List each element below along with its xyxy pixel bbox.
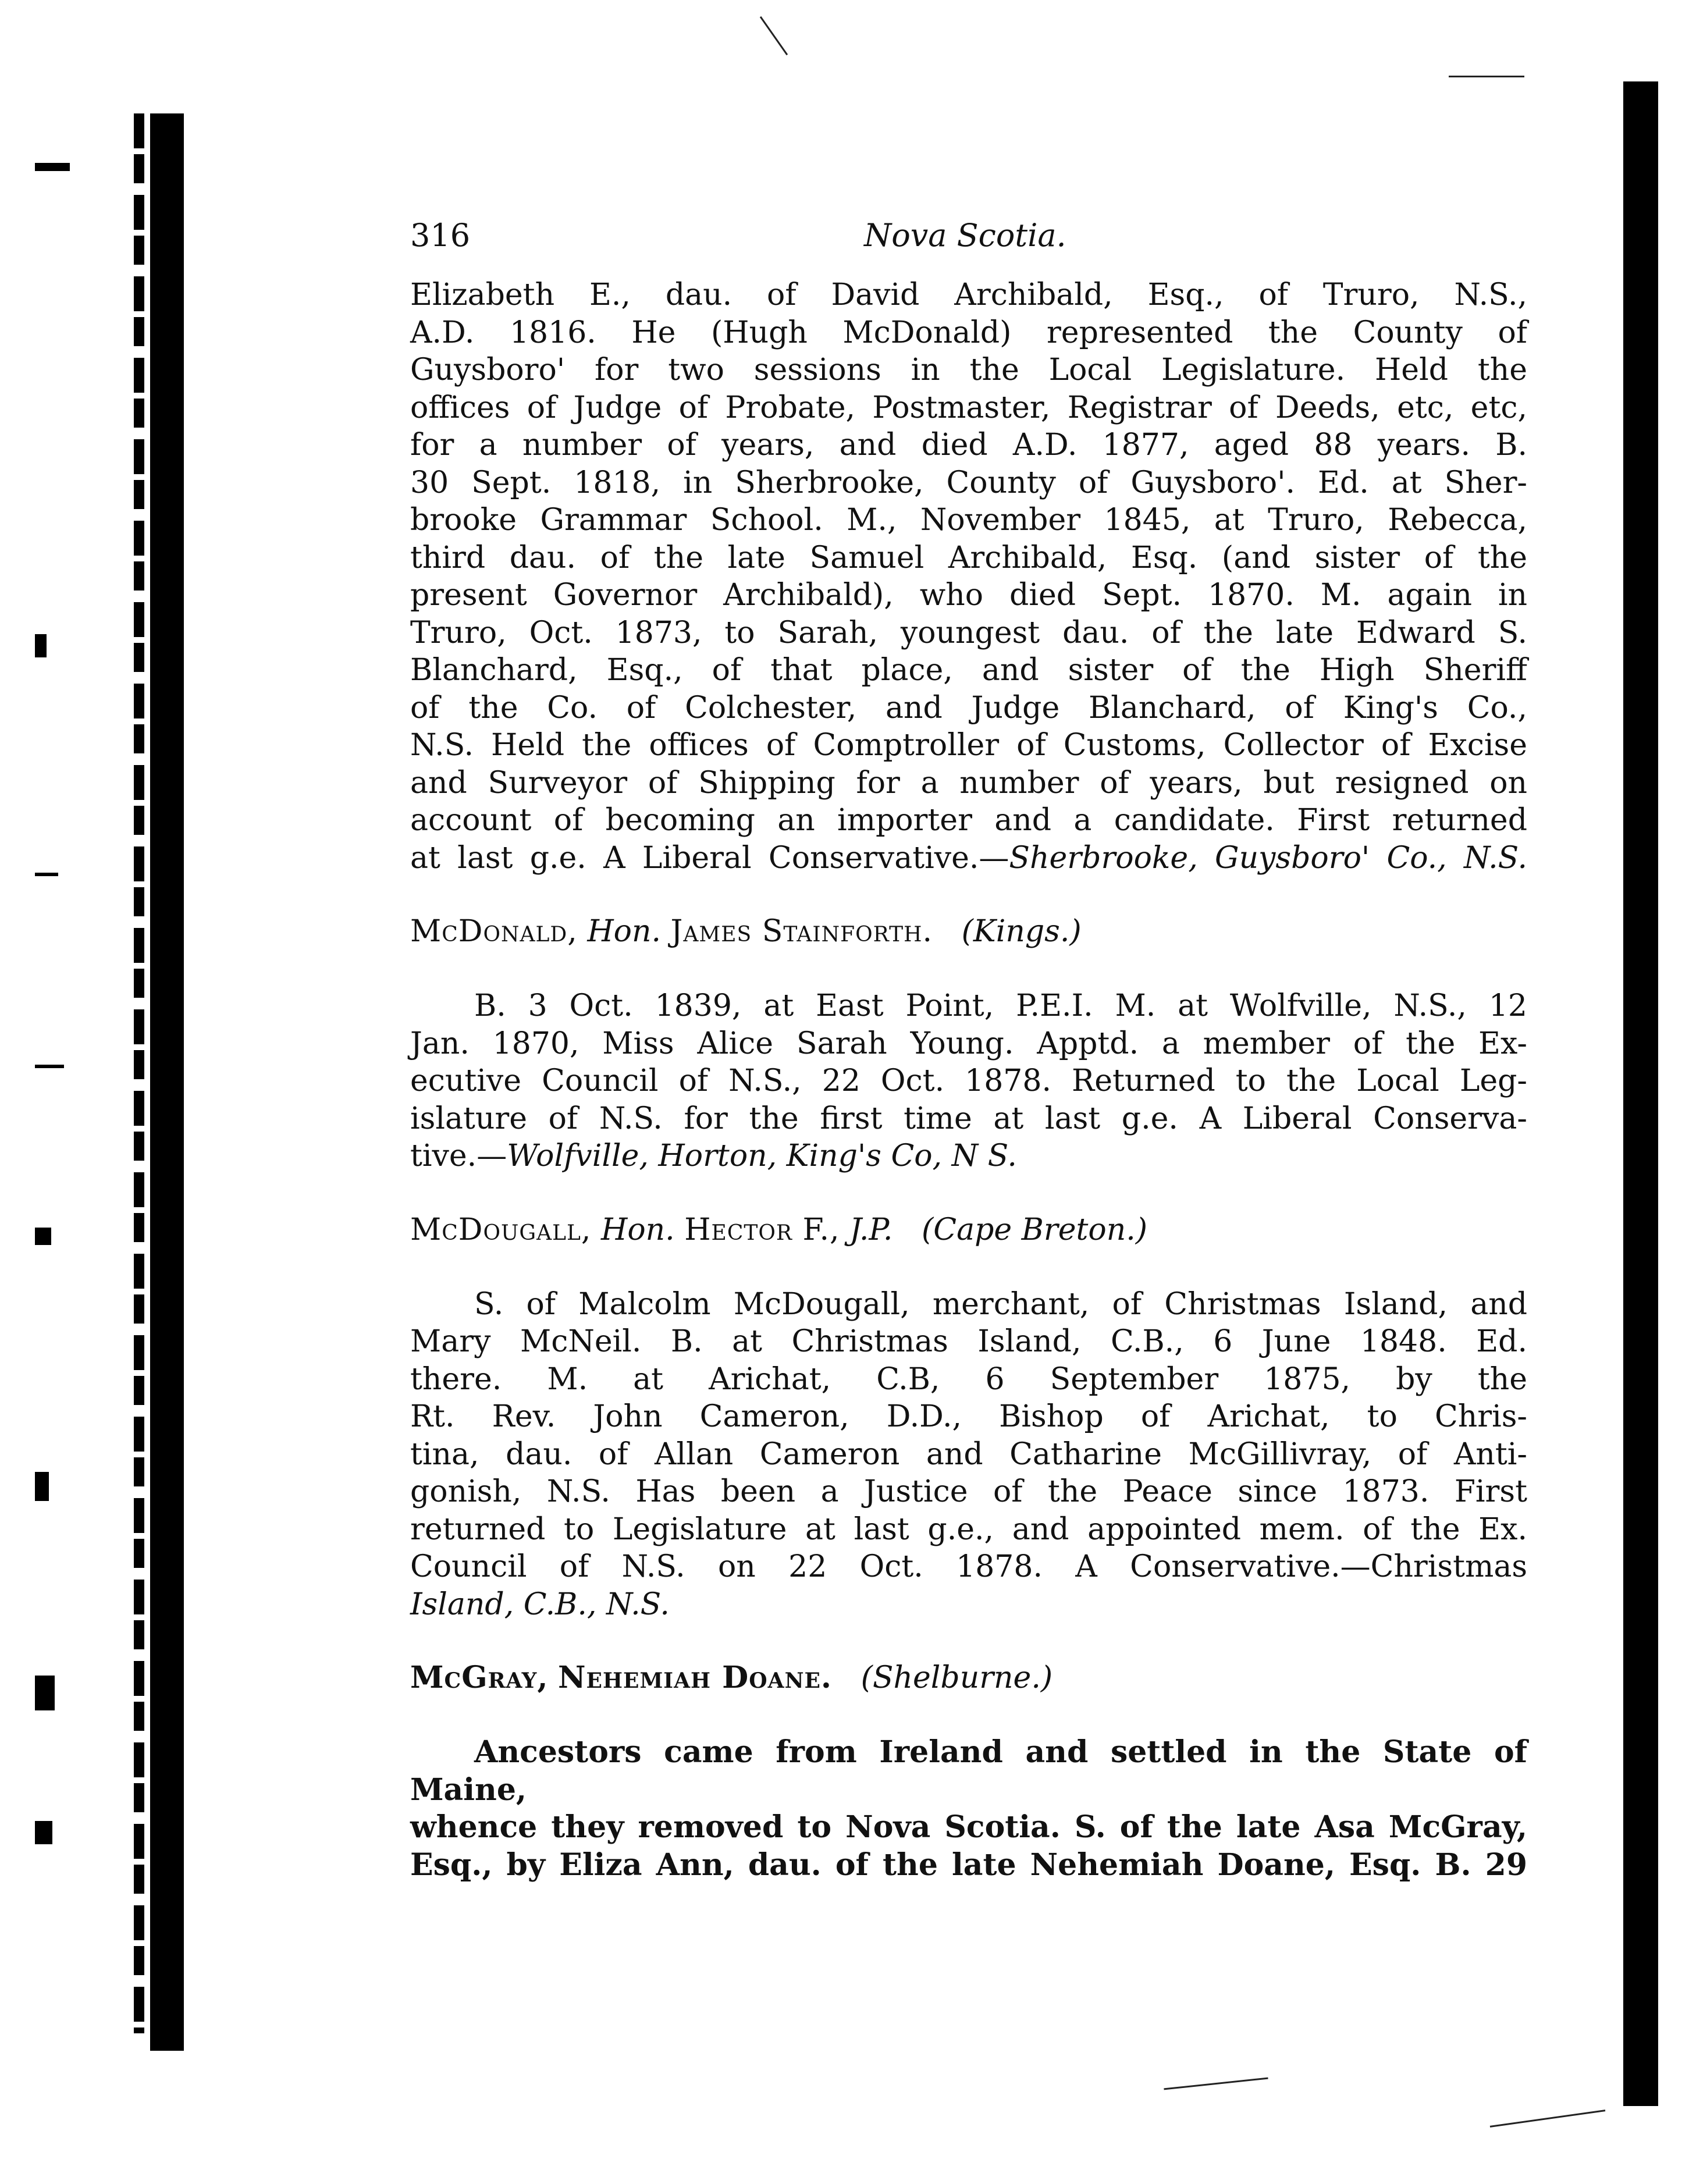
text-line-last <box>410 1586 1527 1624</box>
honorific: J.P. <box>849 1212 893 1247</box>
entry-continued <box>410 276 1527 877</box>
text-line: Mary McNeil. B. at Christmas Island, C.B., 6 June 1848. Ed. <box>410 1324 1527 1359</box>
title: Hon. <box>587 914 662 949</box>
text-line: of the Co. of Colchester, and Judge Blanchard, of King's Co., <box>410 690 1527 725</box>
text-line: and Surveyor of Shipping for a number of years, but resigned on <box>410 765 1527 801</box>
residence: Island, C.B., N.S. <box>410 1587 670 1622</box>
scan-binding-shadow <box>150 113 184 2051</box>
text-line-last <box>410 1137 1527 1175</box>
text-line: account of becoming an importer and a candidate. First returned <box>410 803 1527 838</box>
text-line: Elizabeth E., dau. of David Archibald, Esq., of Truro, N.S., <box>410 278 1527 312</box>
text-line: there. M. at Arichat, C.B, 6 September 1875, by the <box>410 1361 1527 1397</box>
scan-right-edge-shadow <box>1623 81 1658 2106</box>
text-line: whence they removed to Nova Scotia. S. of the late Asa McGray, <box>410 1809 1527 1845</box>
text: tive.— <box>410 1139 507 1173</box>
page-content <box>410 207 1527 1981</box>
text-line: returned to Legislature at last g.e., and appointed mem. of the Ex. <box>410 1511 1527 1547</box>
residence: Wolfville, Horton, King's Co, N S. <box>507 1139 1017 1173</box>
surname: McGray, <box>410 1660 549 1695</box>
running-title: Nova Scotia. <box>864 217 1066 254</box>
page-header <box>410 207 1527 276</box>
text-line: present Governor Archibald), who died Sept. 1870. M. again in <box>410 578 1527 613</box>
surname: McDonald, <box>410 914 578 949</box>
text: at last g.e. A Liberal Conservative.— <box>410 840 1009 876</box>
text-line: tina, dau. of Allan Cameron and Catharine McGillivray, of Anti- <box>410 1436 1527 1472</box>
surname: McDougall, <box>410 1212 592 1247</box>
text-line: brooke Grammar School. M., November 1845, at Truro, Rebecca, <box>410 503 1527 538</box>
entry-body <box>410 1734 1527 1884</box>
text-line: Esq., by Eliza Ann, dau. of the late Nehemiah Doane, Esq. B. 29 <box>410 1847 1527 1883</box>
text-line: N.S. Held the offices of Comptroller of Customs, Collector of Excise <box>410 728 1527 763</box>
entry-body <box>410 1286 1527 1624</box>
text-line: A.D. 1816. He (Hugh McDonald) represented the County of <box>410 315 1527 350</box>
scan-edge-artifact <box>134 113 144 2033</box>
given-names: Nehemiah Doane. <box>558 1660 833 1695</box>
text-line: offices of Judge of Probate, Postmaster, Registrar of Deeds, etc, etc, <box>410 390 1527 425</box>
text-line: 30 Sept. 1818, in Sherbrooke, County of Guysboro'. Ed. at Sher- <box>410 465 1527 500</box>
entry-heading <box>410 913 1527 950</box>
text-line: Blanchard, Esq., of that place, and sister of the High Sheriff <box>410 653 1527 688</box>
residence: Sherbrooke, Guysboro' Co., N.S. <box>1009 840 1527 876</box>
text-line: third dau. of the late Samuel Archibald, Esq. (and sister of the <box>410 540 1527 575</box>
text-line: S. of Malcolm McDougall, merchant, of Christmas Island, and <box>474 1286 1527 1322</box>
scan-stroke <box>1490 2110 1605 2128</box>
text-line: gonish, N.S. Has been a Justice of the Peace since 1873. First <box>410 1474 1527 1509</box>
text-line-last <box>410 840 1527 877</box>
entry-body <box>410 987 1527 1175</box>
entry-heading <box>410 1211 1527 1248</box>
scan-stroke <box>760 16 788 55</box>
scan-stroke <box>1449 76 1524 77</box>
given-names: Hector F., <box>684 1212 840 1247</box>
constituency: (Shelburne.) <box>860 1660 1053 1695</box>
given-names: James Stainforth. <box>670 914 933 949</box>
text-line: Guysboro' for two sessions in the Local Legislature. Held the <box>410 353 1527 387</box>
text-line: B. 3 Oct. 1839, at East Point, P.E.I. M. at Wolfville, N.S., 12 <box>474 988 1527 1023</box>
scan-stroke <box>1164 2078 1268 2090</box>
text-line: Council of N.S. on 22 Oct. 1878. A Conservative.—Christmas <box>410 1549 1527 1584</box>
text-line: islature of N.S. for the first time at last g.e. A Liberal Conserva- <box>410 1101 1527 1136</box>
text-line: ecutive Council of N.S., 22 Oct. 1878. Returned to the Local Leg- <box>410 1063 1527 1098</box>
text-line: Ancestors came from Ireland and settled in the State of Maine, <box>410 1734 1527 1808</box>
scan-margin-marks <box>35 134 105 2054</box>
title: Hon. <box>600 1212 675 1247</box>
text-line: for a number of years, and died A.D. 1877, aged 88 years. B. <box>410 428 1527 463</box>
text-line: Truro, Oct. 1873, to Sarah, youngest dau. of the late Edward S. <box>410 615 1527 650</box>
page-number: 316 <box>410 217 471 254</box>
constituency: (Cape Breton.) <box>922 1212 1148 1247</box>
entry-heading <box>410 1659 1527 1696</box>
constituency: (Kings.) <box>961 914 1082 949</box>
text-line: Jan. 1870, Miss Alice Sarah Young. Apptd. a member of the Ex- <box>410 1026 1527 1061</box>
text-line: Rt. Rev. John Cameron, D.D., Bishop of Arichat, to Chris- <box>410 1399 1527 1434</box>
